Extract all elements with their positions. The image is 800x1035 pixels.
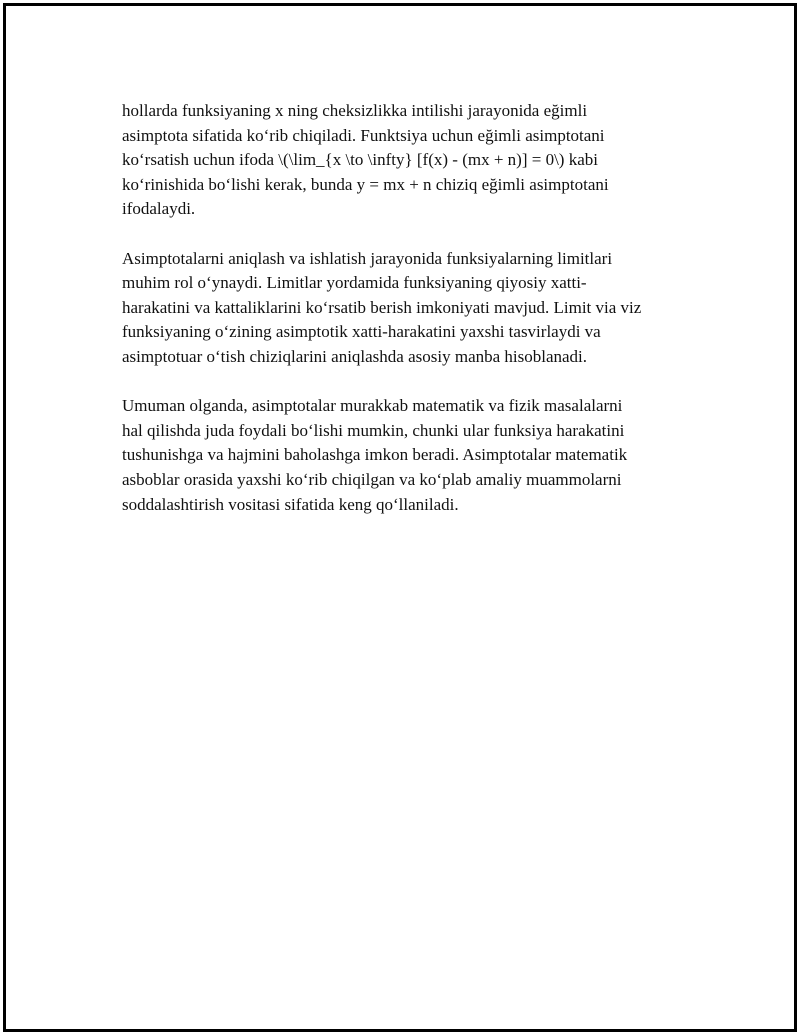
page-frame xyxy=(3,3,797,1032)
text-line: harakatini va kattaliklarini ko‘rsatib berish imkoniyati mavjud. Limit via viz xyxy=(122,297,642,317)
text-line: Asimptotalarni aniqlash va ishlatish jarayonida funksiyalarning limitlari xyxy=(122,248,613,268)
text-line: muhim rol o‘ynaydi. Limitlar yordamida funksiyaning qiyosiy xatti- xyxy=(122,273,587,293)
text-line: asimptota sifatida ko‘rib chiqiladi. Funktsiya uchun eğimli asimptotani xyxy=(122,125,605,145)
text-line: funksiyaning o‘zining asimptotik xatti-harakatini yaxshi tasvirlaydi va xyxy=(122,322,601,342)
text-line: ko‘rsatish uchun ifoda \(\lim_{x \to \infty} [f(x) - (mx + n)] = 0\) kabi xyxy=(122,150,598,170)
text-line: ifodalaydi. xyxy=(122,199,196,219)
text-line: Umuman olganda, asimptotalar murakkab matematik va fizik masalalarni xyxy=(122,396,623,416)
text-line: hollarda funksiyaning x ning cheksizlikka intilishi jarayonida eğimli xyxy=(122,101,588,120)
text-line: ko‘rinishida bo‘lishi kerak, bunda y = mx + n chiziq eğimli asimptotani xyxy=(122,174,609,194)
text-line: soddalashtirish vositasi sifatida keng qo‘llaniladi. xyxy=(122,494,459,514)
text-line: asimptotuar o‘tish chiziqlarini aniqlashda asosiy manba hisoblanadi. xyxy=(122,346,588,366)
paragraph-2 xyxy=(122,247,702,370)
paragraph-3 xyxy=(122,394,702,517)
text-line: tushunishga va hajmini baholashga imkon beradi. Asimptotalar matematik xyxy=(122,445,628,465)
text-line: hal qilishda juda foydali bo‘lishi mumkin, chunki ular funksiya harakatini xyxy=(122,420,625,440)
paragraph-1 xyxy=(122,99,702,222)
document-body xyxy=(122,99,702,542)
text-line: asboblar orasida yaxshi ko‘rib chiqilgan va ko‘plab amaliy muammolarni xyxy=(122,469,622,489)
